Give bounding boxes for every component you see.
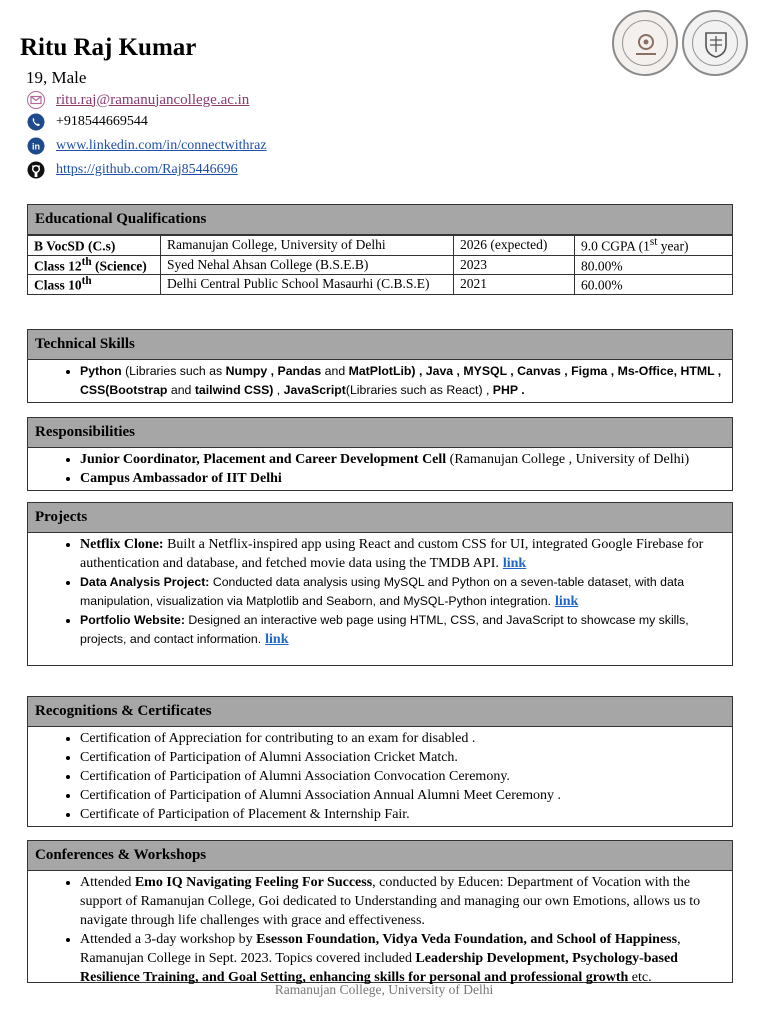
ramanujan-college-seal [612,10,678,76]
degree-cell: B VocSD (C.s) [28,236,161,256]
education-table [28,235,732,294]
list-item: • Attended a 3-day workshop by Esesson Foundation, Vidya Veda Foundation, and School of Happiness, Ramanujan College in Sept. 2023. Topics covered included Leadership Development, Psychology-based Resilience Training, and Goal Setting, enhancing skills for personal and professional growth etc. [80,930,726,987]
degree-cell: Class 10th [28,275,161,294]
section-title: Recognitions & Certificates [28,697,732,727]
institute-cell: Delhi Central Public School Masaurhi (C.B.S.E) [161,275,454,294]
github-icon [26,160,46,180]
svg-text:in: in [32,141,40,152]
list-item: • Portfolio Website: Designed an interactive web page using HTML, CSS, and JavaScript to showcase my skills, projects, and contact information. link [80,611,726,649]
candidate-name: Ritu Raj Kumar [20,34,197,61]
phone-row [26,112,148,132]
table-row [28,236,732,256]
project-link[interactable]: link [265,632,289,647]
institute-cell: Syed Nehal Ahsan College (B.S.E.B) [161,255,454,275]
phone-number: +918544669544 [56,114,148,129]
section-title: Educational Qualifications [28,205,732,235]
institute-cell: Ramanujan College, University of Delhi [161,236,454,256]
email-link[interactable]: ritu.raj@ramanujancollege.ac.in [56,91,250,108]
table-row [28,255,732,275]
list-item: • Junior Coordinator, Placement and Career Development Cell (Ramanujan College , University of Delhi) [80,450,726,469]
list-item: • Certification of Participation of Alumni Association Cricket Match. [80,748,726,767]
year-cell: 2021 [454,275,575,294]
linkedin-icon [26,136,46,156]
linkedin-link[interactable]: www.linkedin.com/in/connectwithraz [56,138,267,153]
skills-section [27,329,733,403]
section-title: Responsibilities [28,418,732,448]
project-link[interactable]: link [554,594,579,609]
year-cell: 2026 (expected) [454,236,575,256]
responsibilities-section [27,417,733,491]
list-item: • Certification of Appreciation for contributing to an exam for disabled . [80,729,726,748]
conferences-section [27,840,733,983]
project-link[interactable]: link [502,556,527,571]
email-row [26,90,249,110]
list-item: • Certification of Participation of Alumni Association Annual Alumni Meet Ceremony . [80,786,726,805]
university-of-delhi-seal [682,10,748,76]
age-gender: 19, Male [26,68,87,87]
github-row [26,160,238,180]
degree-cell: Class 12th (Science) [28,255,161,275]
page-footer: Ramanujan College, University of Delhi [274,982,494,997]
year-cell: 2023 [454,255,575,275]
section-title: Technical Skills [28,330,732,360]
score-cell: 9.0 CGPA (1st year) [575,236,733,256]
projects-section [27,502,733,666]
email-icon [26,90,46,110]
score-cell: 60.00% [575,275,733,294]
list-item: • Netflix Clone: Built a Netflix-inspired app using React and custom CSS for UI, integrated Google Firebase for authentication and database, and fetched movie data using the TMDB API. link [80,535,726,573]
linkedin-row [26,136,267,156]
list-item: • Attended Emo IQ Navigating Feeling For Success, conducted by Educen: Department of Vocation with the support of Ramanujan College, Goi dedicated to Understanding and managing our own Emotions, allows us to navigate through life challenges with grace and effectiveness. [80,873,726,930]
phone-icon [26,112,46,132]
skills-list-item: • Python (Libraries such as Numpy , Pandas and MatPlotLib) , Java , MYSQL , Canvas , Figma , Ms-Office, HTML , CSS(Bootstrap and tailwind CSS) , JavaScript(Libraries such as React) , PHP . [80,362,726,400]
list-item: • Data Analysis Project: Conducted data analysis using MySQL and Python on a seven-table dataset, with data manipulation, visualization via Matplotlib and Seaborn, and MySQL-Python integration. link [80,573,726,611]
table-row [28,275,732,294]
github-link[interactable]: https://github.com/Raj85446696 [56,162,238,177]
list-item: • Certificate of Participation of Placement & Internship Fair. [80,805,726,824]
certificates-section [27,696,733,827]
section-title: Conferences & Workshops [28,841,732,871]
score-cell: 80.00% [575,255,733,275]
section-title: Projects [28,503,732,533]
list-item: • Campus Ambassador of IIT Delhi [80,469,726,488]
list-item: • Certification of Participation of Alumni Association Convocation Ceremony. [80,767,726,786]
education-section [27,204,733,295]
